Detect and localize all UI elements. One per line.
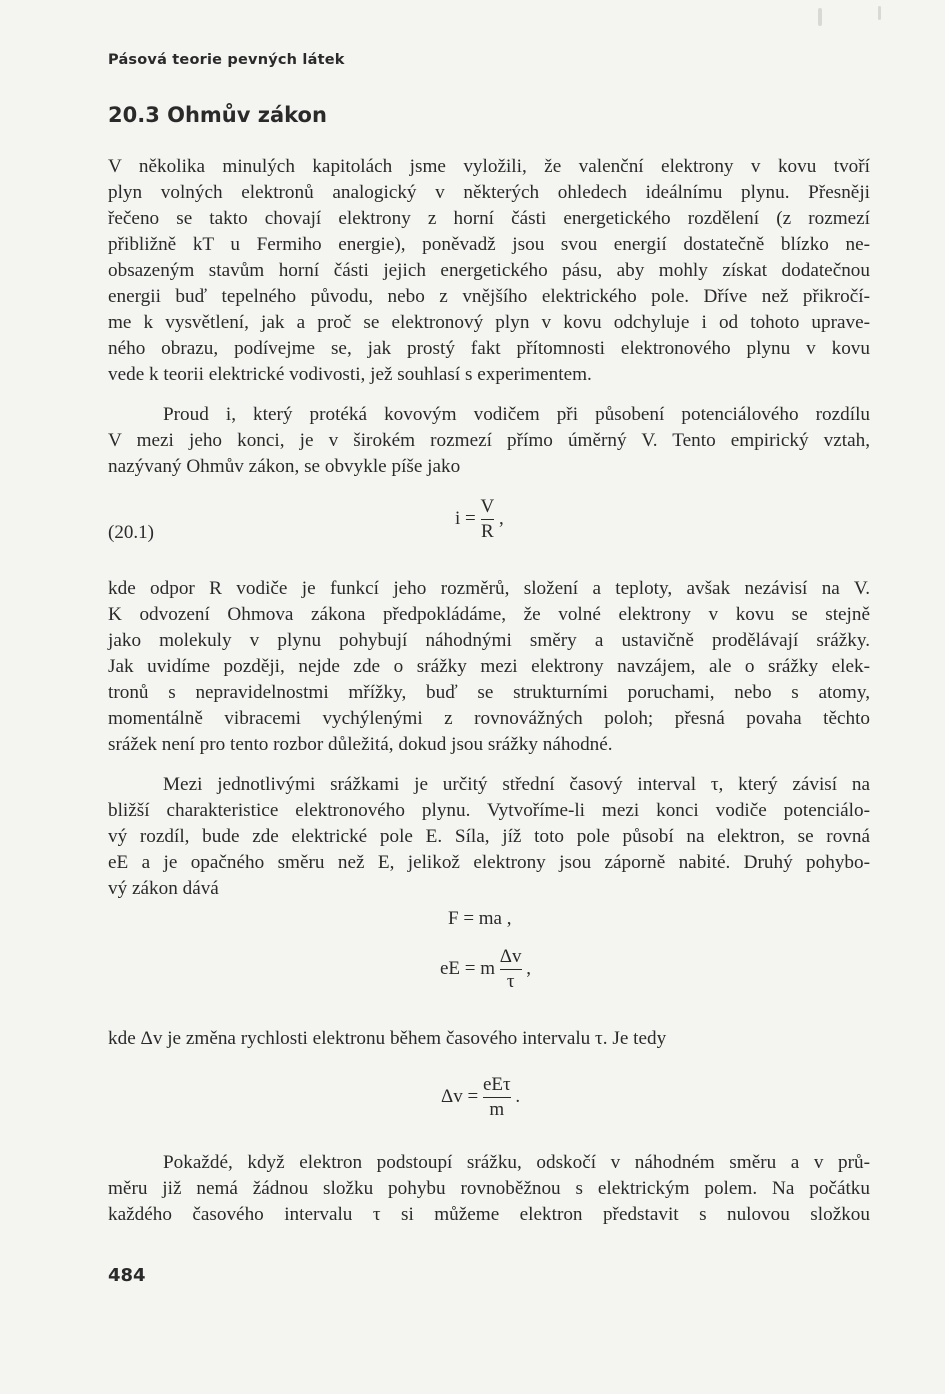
equation-number: (20.1): [108, 522, 154, 543]
fraction: [481, 496, 495, 543]
fraction-bar: [483, 1097, 511, 1098]
text-line: srážek není pro tento rozbor důležitá, dokud jsou srážky náhodné.: [108, 734, 613, 755]
text-line: Pokaždé, když elektron podstoupí srážku, odskočí v náhodném směru a v prů-: [163, 1152, 870, 1173]
fraction: [483, 1074, 511, 1121]
text-line: kde odpor R vodiče je funkcí jeho rozměrů, složení a teploty, avšak nezávisí na V.: [108, 578, 870, 599]
text-line: řečeno se takto chovají elektrony z horní části energetického rozdělení (z rozmezí: [108, 208, 870, 229]
equation-lhs: Δv =: [441, 1085, 479, 1107]
text-line: přibližně kT u Fermiho energie), poněvadž jsou svou energií dostatečně blízko ne-: [108, 234, 870, 255]
running-head: Pásová teorie pevných látek: [108, 52, 345, 68]
text-line: V několika minulých kapitolách jsme vyložili, že valenční elektrony v kovu tvoří: [108, 156, 870, 177]
text-line: K odvození Ohmova zákona předpokládáme, že volné elektrony v kovu se stejně: [108, 604, 870, 625]
equation-tail: .: [515, 1085, 521, 1107]
equation-ohms-law: [455, 496, 504, 543]
equation-lhs: eE = m: [440, 957, 496, 979]
scan-mark: [818, 8, 822, 26]
page-number: 484: [108, 1265, 146, 1286]
text-line: měru již nemá žádnou složku pohybu rovnoběžnou s elektrickým polem. Na počátku: [108, 1178, 870, 1199]
numerator: eEτ: [482, 1074, 511, 1095]
text-line: kde Δv je změna rychlosti elektronu během časového intervalu τ. Je tedy: [108, 1028, 667, 1049]
text-line: Proud i, který protéká kovovým vodičem při působení potenciálového rozdílu: [163, 404, 870, 425]
equation-force: [440, 946, 531, 993]
text-line: obsazeným stavům horní části jejich energetického pásu, aby mohly získat dodatečnou: [108, 260, 870, 281]
text-line: energii buď tepelného původu, nebo z vnějšího elektrického pole. Dříve než přikročí-: [108, 286, 870, 307]
fraction-bar: [500, 969, 522, 970]
fraction-bar: [481, 519, 495, 520]
text-line: plyn volných elektronů analogický v některých ohledech ideálnímu plynu. Přesněji: [108, 182, 870, 203]
text-line: každého časového intervalu τ si můžeme elektron představit s nulovou složkou: [108, 1204, 870, 1225]
text-line: tronů s nepravidelnostmi mřížky, buď se strukturními poruchami, nebo s atomy,: [108, 682, 870, 703]
denominator: m: [489, 1099, 505, 1120]
denominator: R: [481, 521, 494, 542]
text-line: vý rozdíl, bude zde elektrické pole E. Síla, jíž toto pole působí na elektron, se rovná: [108, 826, 870, 847]
text-line: bližší charakteristice elektronového plynu. Vytvoříme-li mezi konci vodiče potenciálo-: [108, 800, 870, 821]
equation-lhs: i =: [455, 507, 476, 529]
text-line: vý zákon dává: [108, 878, 219, 899]
text-line: V mezi jeho konci, je v širokém rozmezí přímo úměrný V. Tento empirický vztah,: [108, 430, 870, 451]
equation-tail: ,: [498, 507, 504, 529]
numerator: V: [480, 496, 495, 517]
text-line: ného obrazu, podívejme se, jak prostý fakt přítomnosti elektronového plynu v kovu: [108, 338, 870, 359]
text-line: me k vysvětlení, jak a proč se elektronový plyn v kovu odchyluje i od tohoto uprave-: [108, 312, 870, 333]
denominator: τ: [506, 971, 515, 992]
text-line: momentálně vibracemi vychýlenými z rovnovážných poloh; přesná povaha těchto: [108, 708, 870, 729]
section-title: 20.3 Ohmův zákon: [108, 103, 327, 127]
equation-tail: ,: [526, 957, 532, 979]
equation-velocity-change: [441, 1074, 520, 1121]
fraction: [500, 946, 522, 993]
text-line: eE a je opačného směru než E, jelikož elektrony jsou záporně nabité. Druhý pohybo-: [108, 852, 870, 873]
text-line: Mezi jednotlivými srážkami je určitý střední časový interval τ, který závisí na: [163, 774, 870, 795]
text-line: jako molekuly v plynu pohybují náhodnými směry a ustavičně prodělávají srážky.: [108, 630, 870, 651]
text-line: Jak uvidíme později, nejde zde o srážky mezi elektrony navzájem, ale o srážky elek-: [108, 656, 870, 677]
text-line: nazývaný Ohmův zákon, se obvykle píše jako: [108, 456, 461, 477]
scan-mark: [878, 6, 881, 20]
numerator: Δv: [499, 946, 522, 967]
equation-newton: F = ma ,: [448, 908, 512, 929]
text-line: vede k teorii elektrické vodivosti, jež souhlasí s experimentem.: [108, 364, 592, 385]
